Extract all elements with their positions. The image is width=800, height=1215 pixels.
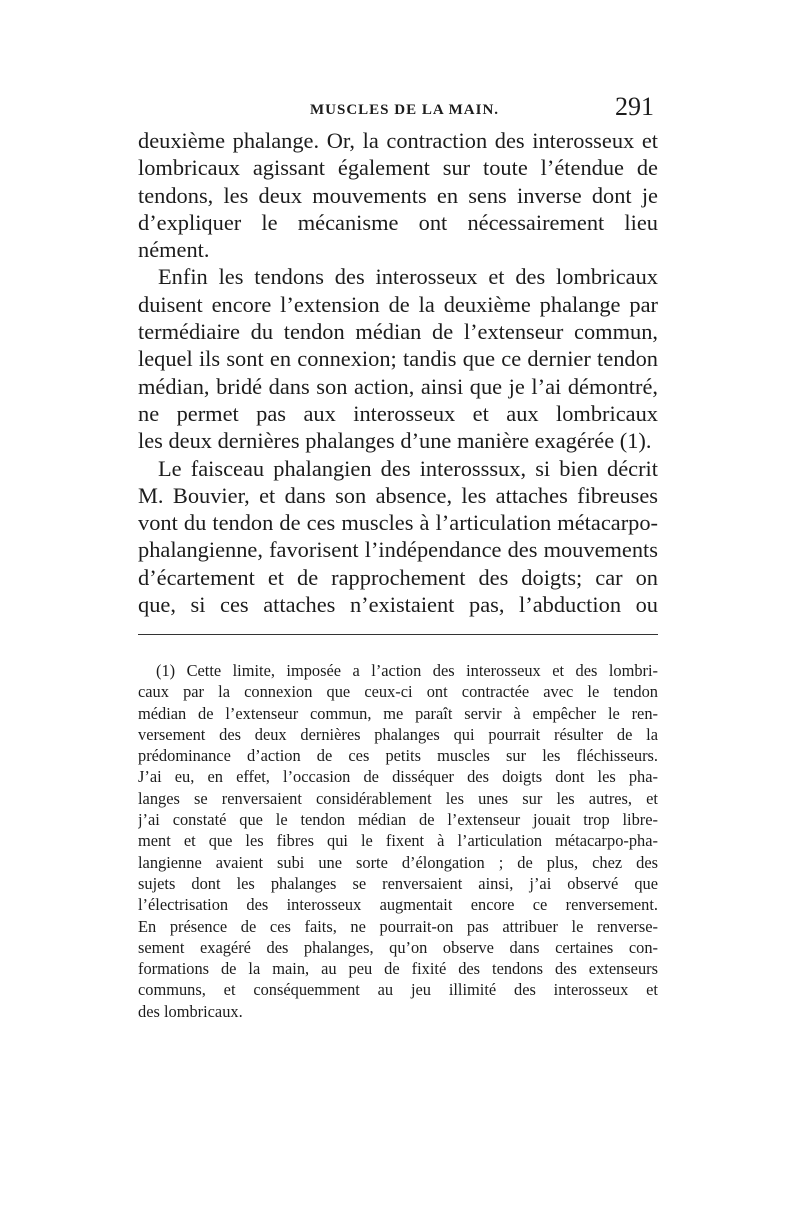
body-line: deuxième phalange. Or, la contraction des interosseux et — [138, 128, 658, 153]
footnote-line: communs, et conséquemment au jeu illimité des interosseux et — [138, 980, 658, 1000]
footnote-line: j’ai constaté que le tendon médian de l’extenseur jouait trop libre- — [138, 810, 658, 830]
footnote — [138, 660, 658, 1022]
footnote-line: prédominance d’action de ces petits muscles sur les fléchisseurs. — [138, 746, 658, 766]
body-line: d’expliquer le mécanisme ont nécessairement lieu — [138, 209, 658, 235]
footnote-line: formations de la main, au peu de fixité des tendons des extenseurs — [138, 959, 658, 979]
footnote-line: ment et que les fibres qui le fixent à l’articulation métacarpo-pha- — [138, 831, 658, 851]
body-line: nément. — [138, 237, 210, 263]
body-line: termédiaire du tendon médian de l’extenseur commun, — [138, 319, 658, 345]
footnote-line: sement exagéré des phalanges, qu’on observe dans certaines con- — [138, 937, 658, 957]
footnote-line: caux par la connexion que ceux-ci ont contractée avec le tendon — [138, 682, 658, 702]
body-line: lombricaux agissant également sur toute l’étendue de — [138, 155, 658, 181]
footnote-line: versement des deux dernières phalanges qui pourrait résulter de la — [138, 724, 658, 744]
body-line: Enfin les tendons des interosseux et des lombricaux — [158, 264, 658, 290]
footnote-line: langes se renversaient considérablement les unes sur les autres, et — [138, 788, 658, 808]
footnote-line: des lombricaux. — [138, 1001, 243, 1021]
body-line: Le faisceau phalangien des interosssux, si bien décrit — [158, 455, 658, 481]
body-line: duisent encore l’extension de la deuxième phalange par — [138, 291, 658, 317]
body-line: tendons, les deux mouvements en sens inverse dont je — [138, 182, 658, 208]
running-header — [138, 92, 658, 126]
footnote-line: sujets dont les phalanges se renversaient ainsi, j’ai observé que — [138, 873, 658, 893]
body-line: vont du tendon de ces muscles à l’articulation métacarpo- — [138, 510, 658, 536]
footnote-line: langienne avaient subi une sorte d’élongation ; de plus, chez des — [138, 852, 658, 872]
footnote-line: médian de l’extenseur commun, me paraît servir à empêcher le ren- — [138, 703, 658, 723]
body-line: phalangienne, favorisent l’indépendance des mouvements — [138, 537, 658, 563]
body-line: ne permet pas aux interosseux et aux lombricaux — [138, 400, 658, 426]
body-line: d’écartement et de rapprochement des doigts; car on — [138, 564, 658, 590]
footnote-line: (1) Cette limite, imposée a l’action des interosseux et des lombri- — [156, 661, 658, 680]
footnote-line: l’électrisation des interosseux augmentait encore ce renversement. — [138, 895, 658, 915]
footnote-line: J’ai eu, en effet, l’occasion de disséquer des doigts dont les pha- — [138, 767, 658, 787]
body-line: lequel ils sont en connexion; tandis que ce dernier tendon — [138, 346, 658, 372]
body-line: les deux dernières phalanges d’une manière exagérée (1). — [138, 428, 652, 454]
body-line: M. Bouvier, et dans son absence, les attaches fibreuses — [138, 482, 658, 508]
footnote-separator — [138, 634, 658, 635]
footnote-line: En présence de ces faits, ne pourrait-on pas attribuer le renverse- — [138, 916, 658, 936]
running-title: MUSCLES DE LA MAIN. — [310, 102, 500, 118]
body-line: médian, bridé dans son action, ainsi que je l’ai démontré, — [138, 373, 658, 399]
body-line: que, si ces attaches n’existaient pas, l’abduction ou — [138, 592, 658, 618]
main-text — [138, 127, 658, 618]
page-number: 291 — [615, 92, 654, 121]
